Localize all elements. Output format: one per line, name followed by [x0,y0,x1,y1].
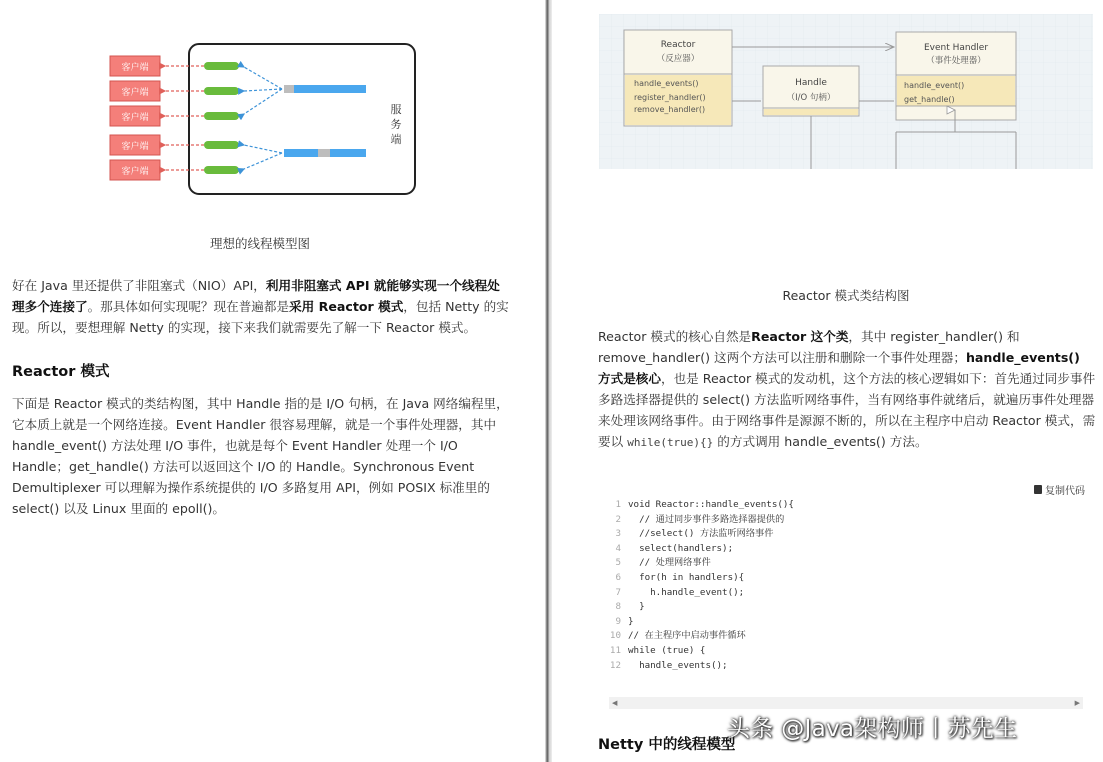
left-page [0,0,545,762]
figure-caption: 理想的线程模型图 [209,236,310,251]
line-number: 2 [615,513,621,525]
code-text: //select() 方法监听网络事件 [628,528,774,540]
reactor-method: register_handler() [634,93,706,102]
section-heading: Netty 中的线程模型 [598,737,736,753]
line-number: 9 [615,615,621,627]
line-number: 11 [609,644,621,656]
code-text: // 在主程序中启动事件循环 [628,630,746,642]
code-text: while (true) { [628,644,706,656]
code-line [609,513,1083,528]
client-label: 客户端 [121,63,149,73]
watermark: 头条 @Java架构师丨苏先生 [727,716,1018,742]
client-box [110,135,160,155]
ideal-thread-model-diagram [100,38,430,204]
line-number: 6 [615,571,621,583]
code-line [609,615,1083,630]
code-line [609,600,1083,615]
scroll-right-icon[interactable]: ▶ [1074,699,1080,707]
reactor-paragraph: 下面是 Reactor 模式的类结构图，其中 Handle 指的是 I/O 句柄，在 Java 网络编程里，它本质上就是一个网络连接。Event Handler 很容易理解，就是一个事件处理器，其中 handle_event() 方法处理 I/O 事件，也就是每个 Event Handler 处理一个 I/O Handle；get_handle() 方法可以返回这个 I/O 的 Handle。Synchronous Event Demultiplexer 可以理解为操作系统提供的 I/O 多路复用 API，例如 POSIX 标准里的 select() 以及 Linux 里面的 epoll()。 [12,396,509,516]
client-box [110,56,160,76]
line-number: 10 [609,630,621,642]
reactor-method: remove_handler() [634,105,706,114]
code-line [609,556,1083,571]
reactor-class-subtitle: （反应器） [656,54,700,64]
code-line [609,629,1083,644]
server-label-1: 服 [390,103,402,116]
client-label: 客户端 [121,113,149,123]
page-gutter [545,0,552,762]
server-label-3: 端 [390,133,402,146]
event-handler-class-subtitle: （事件处理器） [926,56,986,66]
handle-class-title: Handle [795,78,827,88]
code-text: // 处理网络事件 [628,557,711,569]
code-text: // 通过同步事件多路选择器提供的 [628,513,785,525]
code-horizontal-scrollbar[interactable] [609,697,1083,709]
code-text: h.handle_event(); [628,586,745,598]
code-text: void Reactor::handle_events(){ [628,499,794,510]
code-text: handle_events(); [628,659,728,671]
line-number: 12 [609,659,621,671]
code-line [609,498,1083,513]
client-label: 客户端 [121,88,149,98]
figure-caption: Reactor 模式类结构图 [782,288,910,303]
code-line [609,527,1083,542]
line-number: 3 [615,528,621,540]
reactor-method: handle_events() [634,79,699,88]
code-line [609,586,1083,601]
code-text: } [628,601,645,613]
code-text: for(h in handlers){ [628,571,745,583]
code-text: } [628,615,634,627]
section-heading: Reactor 模式 [12,364,110,380]
event-handler-method: handle_event() [904,81,965,90]
code-block [609,498,1083,673]
code-line [609,659,1083,674]
client-label: 客户端 [121,142,149,152]
copy-code-label: 复制代码 [1045,486,1085,497]
inline-code: while(true){} [627,436,714,449]
line-number: 4 [615,542,621,554]
line-number: 5 [615,557,621,569]
reactor-class-title: Reactor [660,40,696,50]
intro-paragraph: 好在 Java 里还提供了非阻塞式（NIO）API，利用非阻塞式 API 就能够实现一个线程处理多个连接了。那具体如何实现呢？现在普遍都是采用 Reactor 模式，包括 Netty 的实现。所以，要想理解 Netty 的实现，接下来我们就需要先了解一下 Reactor 模式。 [12,278,509,335]
copy-icon [1034,485,1042,494]
client-box [110,81,160,101]
scroll-left-icon[interactable]: ◀ [612,699,618,707]
server-label-2: 务 [390,118,402,131]
line-number: 8 [615,601,621,613]
client-box [110,106,160,126]
reactor-class-diagram [599,14,1093,169]
code-line [609,571,1083,586]
line-number: 7 [615,586,621,598]
code-text: select(handlers); [628,542,734,554]
code-line [609,644,1083,659]
reactor-core-paragraph: Reactor 模式的核心自然是Reactor 这个类，其中 register_handler() 和 remove_handler() 这两个方法可以注册和删除一个事件处理器；handle_events() 方式是核心，也是 Reactor 模式的发动机，这个方法的核心逻辑如下：首先通过同步事件多路选择器提供的 select() 方法监听网络事件，当有网络事件就绪后，就遍历事件处理器来处理该网络事件。由于网络事件是源源不断的，所以在主程序中启动 Reactor 模式，需要以 while(true){} 的方式调用 handle_events() 方法。 [598,329,1096,449]
event-handler-method: get_handle() [904,95,955,104]
handle-class-subtitle: （I/O 句柄） [786,93,836,103]
client-box [110,160,160,180]
copy-code-button[interactable] [1034,482,1085,497]
line-number: 1 [615,499,621,510]
code-line [609,542,1083,557]
event-handler-class-title: Event Handler [923,43,989,53]
client-label: 客户端 [121,167,149,177]
